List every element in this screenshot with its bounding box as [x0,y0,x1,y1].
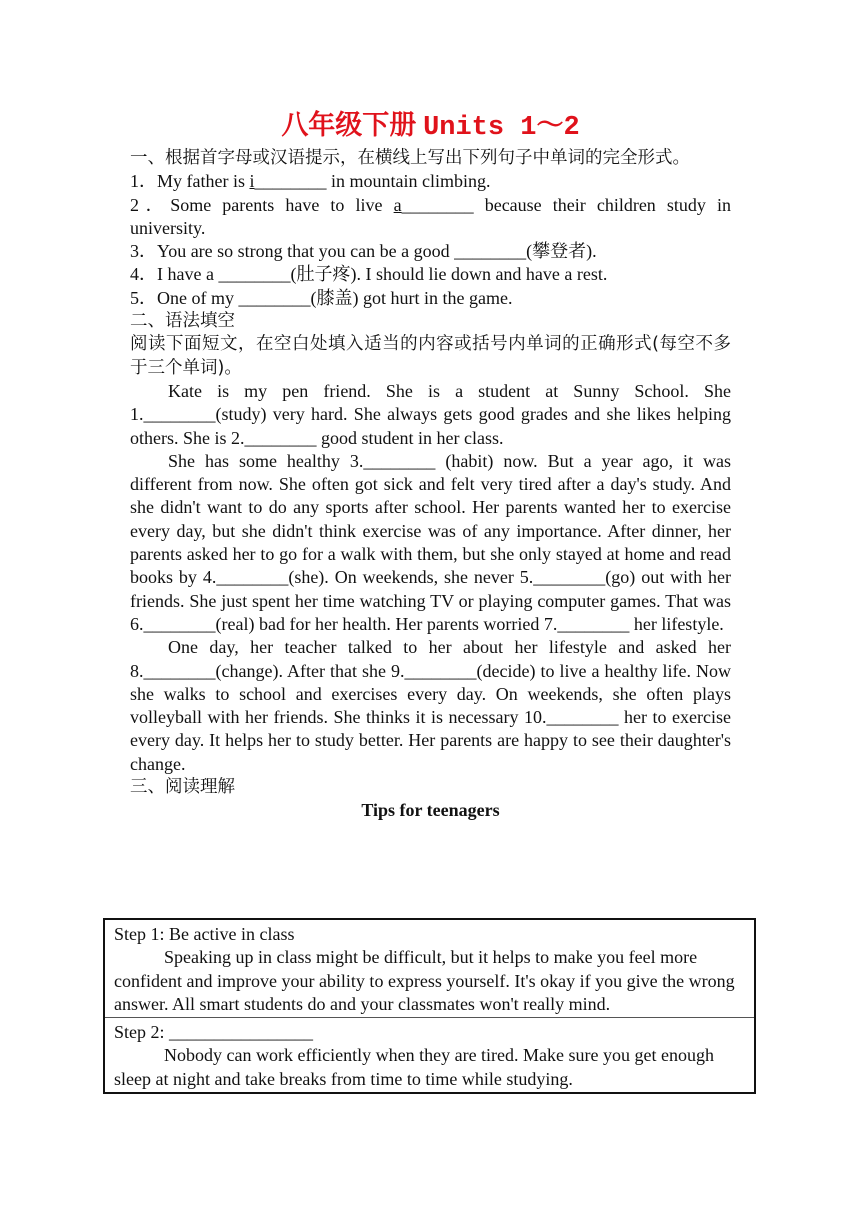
s1-item-2: 2．Some parents have to live a________ because their children study in university. [130,194,732,238]
step-1-label: Step 1: Be active in class [114,924,295,944]
passage-paragraph-2: She has some healthy 3.________ (habit) now. But a year ago, it was different from now. She often got sick and felt very tired after a day's study. And she didn't want to do any sports after school. Her parents wanted her to exercise every day, but she didn't think exercise was of any importance. After dinner, her parents asked her to go for a walk with them, but she only stayed at home and read books by 4.________(she). On weekends, she never 5.________(go) out with her friends. She just spent her time watching TV or playing computer games. That was 6.________(real) bad for her health. Her parents worried 7.________ her lifestyle. [130,450,731,634]
section2-instruction: 阅读下面短文，在空白处填入适当的内容或括号内单词的正确形式(每空不多于三个单词)。 [130,334,731,378]
table-row [104,919,755,1018]
step-2-body: Nobody can work efficiently when they are tired. Make sure you get enough sleep at night and take breaks from time to time while studying. [114,1045,714,1089]
passage-paragraph-3: One day, her teacher talked to her about her lifestyle and asked her 8.________(change). After that she 9.________(decide) to live a healthy life. Now she walks to school and exercises every day. On weekends, she often plays volleyball with her friends. She thinks it is necessary 10.________ her to exercise every day. It helps her to study better. Her parents are happy to see their daughter's change. [130,637,731,774]
step-1-body: Speaking up in class might be difficult, but it helps to make you feel more confident and improve your ability to express yourself. It's okay if you give the wrong answer. All smart students do and your classmates won't really mind. [114,947,735,1014]
passage-paragraph-1: Kate is my pen friend. She is a student at Sunny School. She 1.________(study) very hard. She always gets good grades and she likes helping others. She is 2.________ good student in her class. [130,380,731,448]
s1-item-5: 5．One of my ________(膝盖) got hurt in the game. [130,287,513,308]
table-row [104,1018,755,1093]
s1-item-4: 4．I have a ________(肚子疼). I should lie down and have a rest. [130,264,608,285]
s1-item-3: 3．You are so strong that you can be a good ________(攀登者). [130,241,597,262]
title-en: Units 1～2 [423,113,580,143]
tips-table-title: Tips for teenagers [361,800,500,821]
title-cn: 八年级下册 [281,110,424,140]
s1-item-1: 1．My father is i________ in mountain climbing. [130,171,491,192]
section1-heading: 一、根据首字母或汉语提示，在横线上写出下列句子中单词的完全形式。 [130,148,690,168]
page-title [130,108,731,145]
section3-heading: 三、阅读理解 [130,777,235,798]
step-2-label: Step 2: ________________ [114,1022,314,1043]
worksheet [130,108,731,822]
tips-table [103,918,756,1094]
section2-heading: 二、语法填空 [130,311,235,332]
